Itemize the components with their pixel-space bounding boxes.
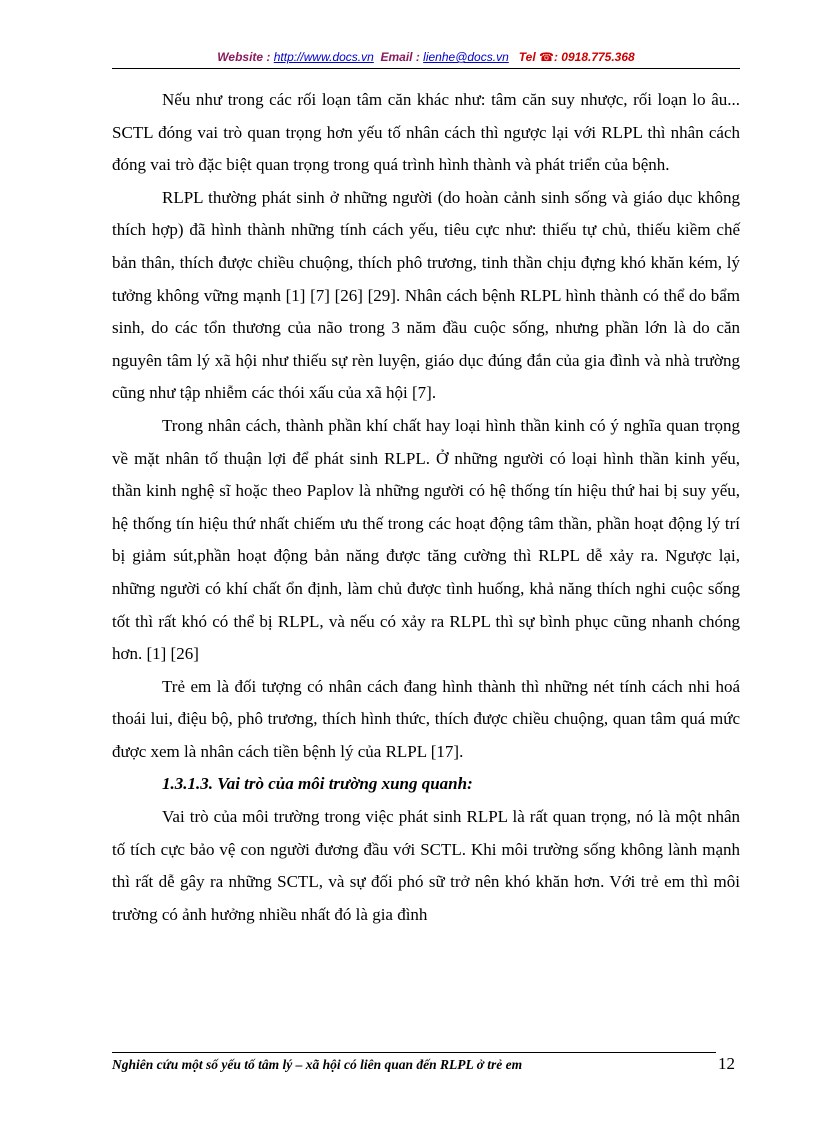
header-divider (112, 68, 740, 69)
website-link[interactable]: http://www.docs.vn (273, 50, 374, 64)
paragraph: Trong nhân cách, thành phần khí chất hay loại hình thần kinh có ý nghĩa quan trọng về mặt nhân tố thuận lợi để phát sinh RLPL. Ở những người có loại hình thần kinh yếu, thần kinh nghệ sĩ hoặc theo Paplov là những người có hệ thống tín hiệu thứ hai bị suy yếu, hệ thống tín hiệu thứ nhất chiếm ưu thế trong các hoạt động tâm thần, phần hoạt động lý trí bị giảm sút,phần hoạt động bản năng được tăng cường thì RLPL dễ xảy ra. Ngược lại, những người có khí chất ổn định, làm chủ được tình huống, khả năng thích nghi cuộc sống tốt thì rất khó có thể bị RLPL, và nếu có xảy ra RLPL thì sự bình phục cũng nhanh chóng hơn. [1] [26] (112, 415, 740, 664)
email-link[interactable]: lienhe@docs.vn (423, 50, 509, 64)
website-label: Website : (217, 50, 271, 64)
paragraph: RLPL thường phát sinh ở những người (do hoàn cảnh sinh sống và giáo dục không thích hợp) đã hình thành những tính cách yếu, tiêu cực như: thiếu tự chủ, thiếu kiềm chế bản thân, thích được chiều chuộng, thích phô trương, tinh thần chịu đựng khó khăn kém, lý tưởng không vững mạnh [1] [7] [26] [29]. Nhân cách bệnh RLPL hình thành có thể do bẩm sinh, do các tổn thương của não trong 3 năm đầu cuộc sống, nhưng phần lớn là do căn nguyên tâm lý xã hội như thiếu sự rèn luyện, giáo dục đúng đắn của gia đình và nhà trường cũng như tập nhiễm các thói xấu của xã hội [7]. (112, 187, 740, 403)
email-label: Email : (380, 50, 420, 64)
footer-title: Nghiên cứu một số yếu tố tâm lý – xã hội có liên quan đến RLPL ở trẻ em (112, 1057, 523, 1072)
tel-value: : 0918.775.368 (553, 50, 635, 64)
page-header (112, 50, 740, 64)
section-heading: 1.3.1.3. Vai trò của môi trường xung quanh: (162, 774, 473, 794)
page-number: 12 (718, 1054, 735, 1073)
document-body (112, 84, 740, 931)
footer-divider (112, 1052, 716, 1053)
phone-icon: ☎ (539, 50, 554, 64)
paragraph: Trẻ em là đối tượng có nhân cách đang hình thành thì những nét tính cách nhi hoá thoái lui, điệu bộ, phô trương, thích hình thức, thích được chiều chuộng, quan tâm quá mức được xem là nhân cách tiền bệnh lý của RLPL [17]. (112, 676, 740, 761)
paragraph: Vai trò của môi trường trong việc phát sinh RLPL là rất quan trọng, nó là một nhân tố tích cực bảo vệ con người đương đầu với SCTL. Khi môi trường sống không lành mạnh thì rất dễ gây ra những SCTL, và sự đối phó sữ trở nên khó khăn hơn. Với trẻ em thì môi trường có ảnh hưởng nhiều nhất đó là gia đình (112, 807, 740, 924)
paragraph: Nếu như trong các rối loạn tâm căn khác như: tâm căn suy nhược, rối loạn lo âu... SCTL đóng vai trò quan trọng hơn yếu tố nhân cách thì ngược lại với RLPL thì nhân cách đóng vai trò đặc biệt quan trọng trong quá trình hình thành và phát triển của bệnh. (112, 90, 740, 175)
tel-label: Tel (518, 50, 536, 64)
